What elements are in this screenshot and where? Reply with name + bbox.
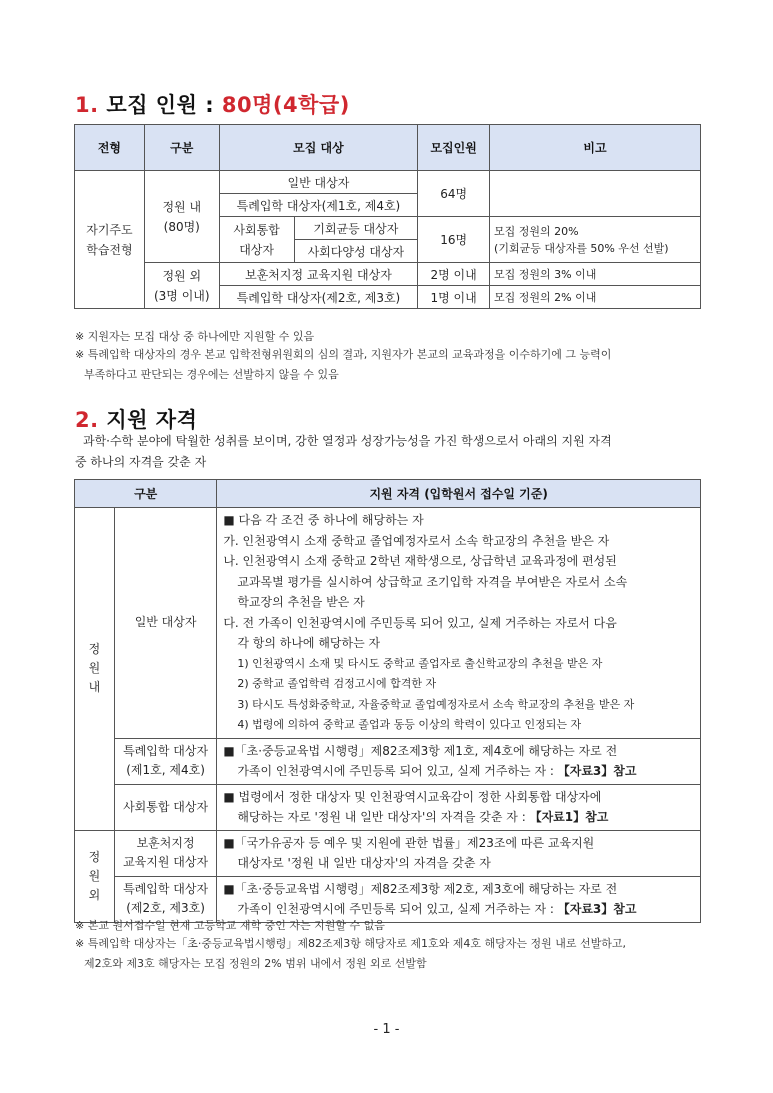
protected-content (217, 830, 701, 876)
general-line-4: 학교장의 추천을 받은 자 (237, 595, 365, 609)
general-line-8: 2) 중학교 졸업학력 검정고시에 합격한 자 (237, 677, 437, 690)
special-outside-target: 특례입학 대상자(제2호, 제3호) (219, 286, 418, 309)
social-ref: 【자료1】참고 (529, 810, 609, 824)
inside-label-1: 정원 내 (162, 199, 202, 214)
special1-label (114, 738, 217, 784)
track-line2: 학습전형 (86, 242, 133, 257)
recruitment-table (74, 124, 701, 309)
protected-label (114, 830, 217, 876)
social-line2: 해당하는 자로 '정원 내 일반 대상자'의 자격을 갖춘 자 : (237, 810, 526, 824)
special1-ref: 【자료3】참고 (557, 764, 637, 778)
protected-count: 2명 이내 (418, 263, 490, 286)
section2-note-2: ※ 특례입학 대상자는「초·중등교육법시행령」제82조제3항 해당자로 제1호와 제4호 해당자는 정원 내로 선발하고, (75, 937, 626, 950)
inside-vert-2: 원 (88, 661, 101, 676)
general-content (217, 508, 701, 739)
general-label: 일반 대상자 (114, 508, 217, 739)
general-line-1: 가. 인천광역시 소재 중학교 졸업예정자로서 소속 학교장의 추천을 받은 자 (223, 533, 610, 548)
diversity-target: 사회다양성 대상자 (294, 240, 418, 263)
section1-note-2: ※ 특례입학 대상자의 경우 본교 입학전형위원회의 심의 결과, 지원자가 본교의 교육과정을 이수하기에 그 능력이 (75, 348, 612, 361)
special1-line2-wrap (223, 761, 696, 782)
general-line-2: 나. 인천광역시 소재 중학교 2학년 재학생으로, 상급학년 교육과정에 편성된 (223, 554, 617, 568)
general-target: 일반 대상자 (219, 171, 418, 194)
header-category: 구분 (144, 125, 219, 171)
section1-count: 80명(4학급) (221, 93, 350, 117)
protected-label-2: 교육지원 대상자 (123, 855, 209, 869)
outside-vert-cell (75, 830, 115, 922)
header-category2: 구분 (75, 480, 217, 508)
general-line-7: 1) 인천광역시 소재 및 타시도 중학교 졸업자로 출신학교장의 추천을 받은 자 (237, 656, 603, 670)
section1-note-1: ※ 지원자는 모집 대상 중 하나에만 지원할 수 있음 (75, 330, 315, 343)
intro-line1: 과학·수학 분야에 탁월한 성취를 보이며, 강한 열정과 성장가능성을 가진 학생으로서 아래의 지원 자격 (83, 434, 612, 448)
protected-target: 보훈처지정 교육지원 대상자 (219, 263, 418, 286)
section1-note-3: 부족하다고 판단되는 경우에는 선발하지 않을 수 있음 (84, 368, 339, 381)
special-outside-remark: 모집 정원의 2% 이내 (490, 286, 701, 309)
general-line-3: 교과목별 평가를 실시하여 상급학교 조기입학 자격을 부여받은 자로서 소속 (237, 574, 628, 589)
intro-line2: 중 하나의 자격을 갖춘 자 (75, 455, 207, 469)
header-track: 전형 (75, 125, 145, 171)
protected-line2: 대상자로 '정원 내 일반 대상자'의 자격을 갖춘 자 (237, 856, 491, 870)
social-line2-wrap (223, 807, 696, 828)
count-64: 64명 (418, 171, 490, 217)
section2-title-text: 지원 자격 (106, 408, 198, 432)
general-line-6: 각 항의 하나에 해당하는 자 (237, 636, 381, 650)
inside-vert-3: 내 (88, 680, 101, 695)
section2-intro (75, 431, 700, 473)
remark-16-line2: (기회균등 대상자를 50% 우선 선발) (494, 241, 669, 255)
inside-vert-cell (75, 508, 115, 831)
special1-line2: 가족이 인천광역시에 주민등록 되어 있고, 실제 거주하는 자 : (237, 764, 554, 778)
special2-label (114, 876, 217, 922)
track-cell (75, 171, 145, 309)
special1-line1: ■「초·중등교육법 시행령」제82조제3항 제1호, 제4호에 해당하는 자로 전 (223, 743, 618, 758)
special-outside-count: 1명 이내 (418, 286, 490, 309)
protected-line1: ■「국가유공자 등 예우 및 지원에 관한 법률」제23조에 따른 교육지원 (223, 835, 595, 850)
protected-label-1: 보훈처지정 (136, 836, 195, 850)
track-line1: 자기주도 (86, 222, 133, 237)
general-line-5: 다. 전 가족이 인천광역시에 주민등록 되어 있고, 실제 거주하는 자로서 다음 (223, 615, 617, 630)
section1-title (75, 89, 350, 119)
outside-vert-1: 정 (88, 849, 101, 864)
opportunity-target: 기회균등 대상자 (294, 217, 418, 240)
social-line1: ■ 법령에서 정한 대상자 및 인천광역시교육감이 정한 사회통합 대상자에 (223, 789, 602, 804)
section2-title (75, 404, 197, 434)
special-inside-target: 특례입학 대상자(제1호, 제4호) (219, 194, 418, 217)
section1-number: 1. (75, 93, 99, 117)
outside-label-1: 정원 외 (162, 268, 202, 283)
inside-label-cell (144, 171, 219, 263)
inside-label-2: (80명) (163, 219, 200, 234)
section1-colon: : (205, 93, 215, 117)
outside-vert-3: 외 (88, 887, 101, 902)
general-line-9: 3) 타시도 특성화중학교, 자율중학교 졸업예정자로서 소속 학교장의 추천을 받은 자 (237, 697, 635, 711)
section2-note-3: 제2호와 제3호 해당자는 모집 정원의 2% 범위 내에서 정원 외로 선발함 (84, 957, 427, 970)
special1-label-2: (제1호, 제4호) (126, 763, 205, 777)
outside-vert-2: 원 (88, 868, 101, 883)
general-line-0: ■ 다음 각 조건 중 하나에 해당하는 자 (223, 513, 424, 527)
section2-note-1: ※ 본교 원서접수일 현재 고등학교 재학 중인 자는 지원할 수 없음 (75, 919, 385, 932)
special2-line1: ■「초·중등교육법 시행령」제82조제3항 제2호, 제3호에 해당하는 자로 전 (223, 881, 618, 896)
section2-number: 2. (75, 408, 99, 432)
section1-title-text: 모집 인원 (106, 93, 198, 117)
header-eligibility: 지원 자격 (입학원서 접수일 기준) (217, 480, 701, 508)
count-16: 16명 (418, 217, 490, 263)
inside-vert-1: 정 (88, 642, 101, 657)
social-content (217, 784, 701, 830)
special1-content (217, 738, 701, 784)
social-label: 사회통합 대상자 (114, 784, 217, 830)
special2-label-1: 특례입학 대상자 (123, 882, 209, 896)
remark-16 (490, 217, 701, 263)
social-label-cell (219, 217, 294, 263)
special2-line2: 가족이 인천광역시에 주민등록 되어 있고, 실제 거주하는 자 : (237, 902, 554, 916)
header-remark: 비고 (490, 125, 701, 171)
special1-label-1: 특례입학 대상자 (123, 744, 209, 758)
remark-empty (490, 171, 701, 217)
remark-16-line1: 모집 정원의 20% (494, 224, 579, 238)
protected-remark: 모집 정원의 3% 이내 (490, 263, 701, 286)
header-target: 모집 대상 (219, 125, 418, 171)
outside-label-2: (3명 이내) (153, 288, 210, 303)
social-label-1: 사회통합 (233, 222, 280, 237)
general-line-10: 4) 법령에 의하여 중학교 졸업과 동등 이상의 학력이 있다고 인정되는 자 (237, 718, 582, 731)
special2-ref: 【자료3】참고 (557, 902, 637, 916)
special2-label-2: (제2호, 제3호) (126, 901, 205, 915)
eligibility-table (74, 479, 701, 923)
page-number: - 1 - (373, 1022, 400, 1037)
header-count: 모집인원 (418, 125, 490, 171)
special2-content (217, 876, 701, 922)
outside-label-cell (144, 263, 219, 309)
social-label-2: 대상자 (239, 242, 274, 257)
